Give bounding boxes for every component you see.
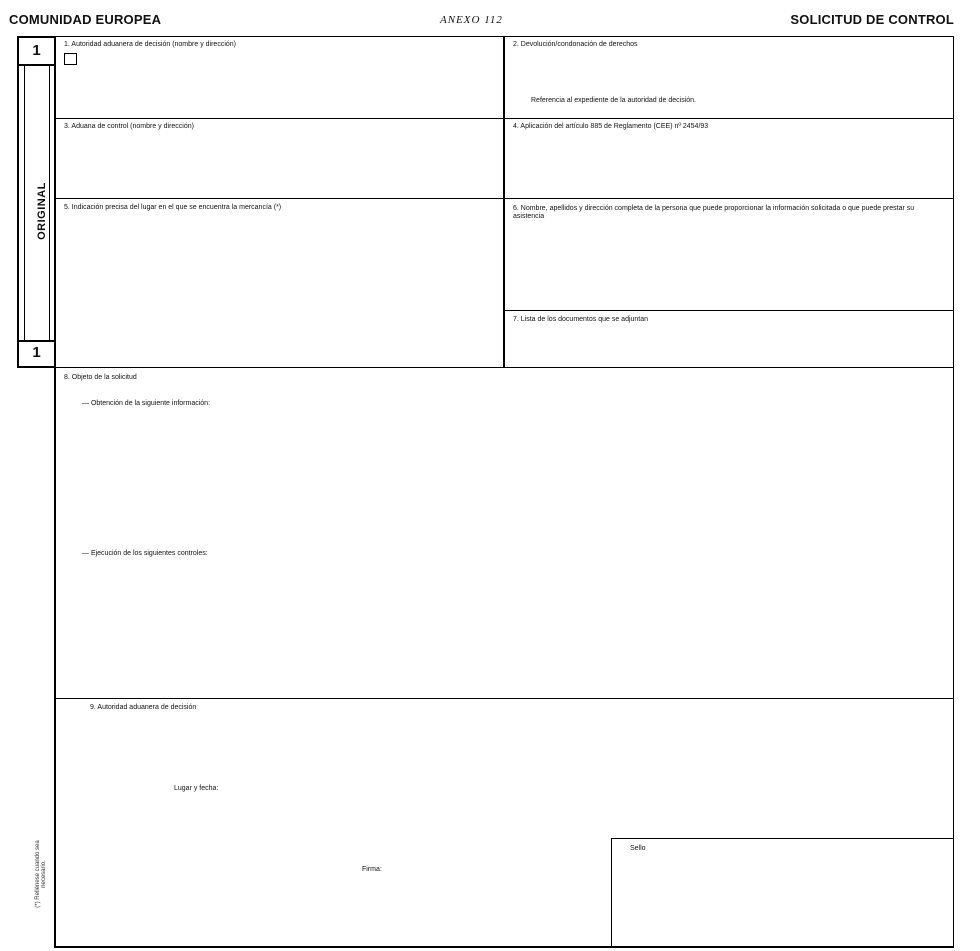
- field-3-label: 3. Aduana de control (nombre y dirección): [64, 123, 194, 130]
- field-7-label: 7. Lista de los documentos que se adjuntan: [513, 316, 649, 323]
- form-title: SOLICITUD DE CONTROL: [790, 12, 954, 27]
- field-6-contact-person[interactable]: [505, 199, 953, 310]
- form-outer-bottom: [54, 946, 954, 948]
- field-9-label: 9. Autoridad aduanera de decisión: [90, 704, 197, 711]
- strip-left-border: [17, 36, 19, 368]
- field-2-refund-remission[interactable]: [505, 37, 953, 118]
- field-2-reference-label: Referencia al expediente de la autoridad de decisión.: [531, 97, 697, 104]
- annex-label: ANEXO 112: [440, 14, 503, 26]
- field-1-label: 1. Autoridad aduanera de decisión (nombre y dirección): [64, 41, 236, 48]
- field-8-label: 8. Objeto de la solicitud: [64, 374, 137, 381]
- stamp-box[interactable]: [612, 839, 953, 946]
- field-1-decision-authority[interactable]: [56, 37, 503, 118]
- strip-bottom-cell-divider: [17, 340, 55, 342]
- field-2-label: 2. Devolución/condonación de derechos: [513, 41, 638, 48]
- strip-inner-line-left: [24, 66, 25, 340]
- copy-label-original: ORIGINAL: [36, 182, 48, 240]
- field-9-signature-label: Firma:: [362, 866, 382, 873]
- field-3-control-office[interactable]: [56, 119, 503, 198]
- field-1-checkbox[interactable]: [64, 53, 77, 65]
- field-4-article-885[interactable]: [505, 119, 953, 198]
- form-community-title: COMUNIDAD EUROPEA: [9, 12, 162, 27]
- strip-inner-line-right: [49, 66, 50, 340]
- field-5-goods-location[interactable]: [56, 199, 503, 367]
- form-outer-right: [953, 36, 954, 948]
- field-5-label: 5. Indicación precisa del lugar en el que se encuentra la mercancía (*): [64, 204, 282, 211]
- strip-top-border: [17, 36, 55, 38]
- field-8-information-item: — Obtención de la siguiente información:: [82, 400, 211, 407]
- copy-number-top: 1: [32, 42, 41, 59]
- field-7-attached-documents[interactable]: [505, 311, 953, 367]
- copy-number-bottom: 1: [32, 344, 41, 361]
- field-8-request-object[interactable]: [56, 368, 953, 698]
- footnote-vertical: (*) Rellénese cuando sea necesario.: [35, 840, 47, 908]
- field-9-place-date-label: Lugar y fecha:: [174, 785, 219, 792]
- stamp-label: Sello: [630, 845, 646, 852]
- field-6-label: 6. Nombre, apellidos y dirección completa de la persona que puede proporcionar la información solicitada o que puede prestar su asistencia: [513, 205, 915, 220]
- field-8-controls-item: — Ejecución de los siguientes controles:: [82, 550, 208, 557]
- field-4-label: 4. Aplicación del artículo 885 de Reglamento (CEE) nº 2454/93: [513, 123, 709, 130]
